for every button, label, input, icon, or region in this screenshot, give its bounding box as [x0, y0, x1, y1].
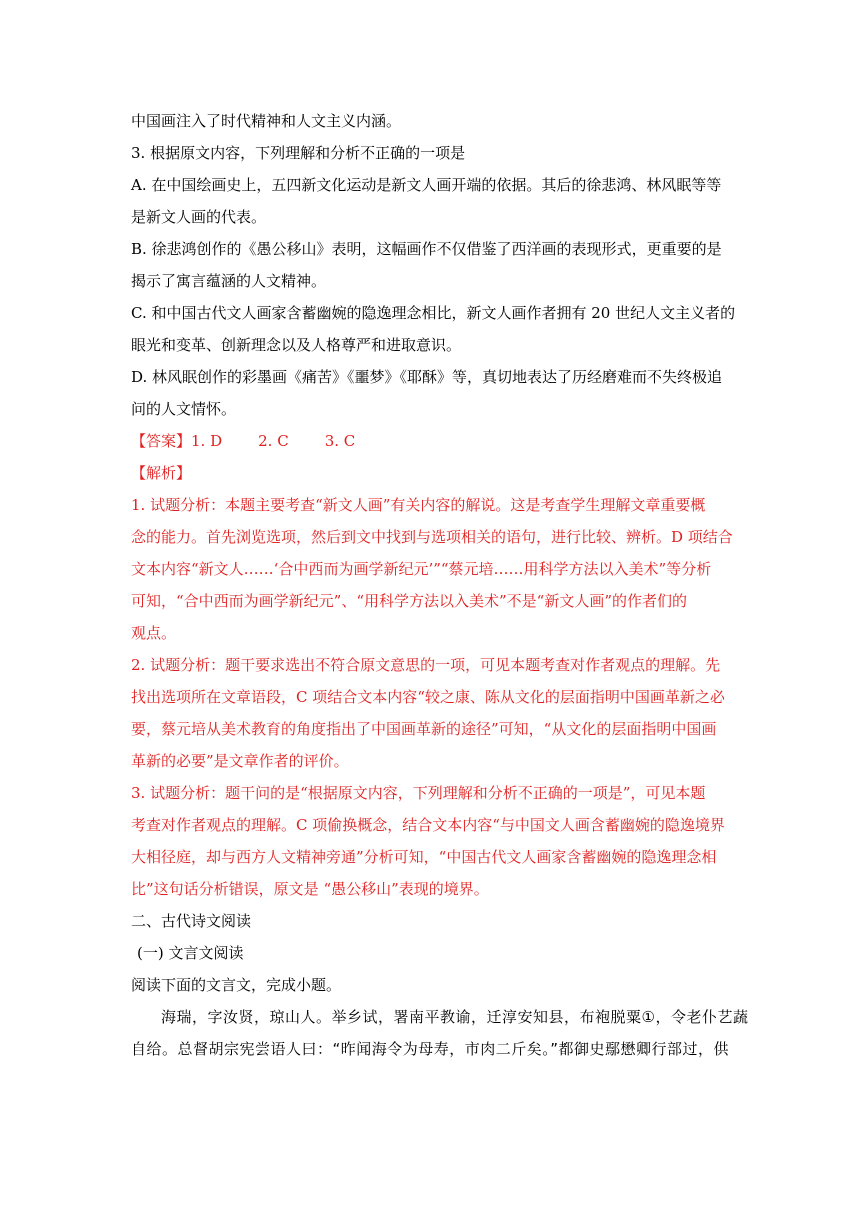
analysis-paragraph-1 — [131, 489, 731, 649]
answer-2: 2. C — [258, 432, 289, 450]
question-3-stem: 3. 根据原文内容，下列理解和分析不正确的一项是 — [131, 144, 466, 162]
text-line: 中国画注入了时代精神和人文主义内涵。 — [131, 112, 402, 130]
option-c-line-2: 眼光和变革、创新理念以及人格尊严和进取意识。 — [131, 336, 462, 354]
analysis-line: 考查对作者观点的理解。C 项偷换概念，结合文本内容“与中国文人画含蓄幽婉的隐逸境界 — [131, 816, 725, 834]
option-b-line-1: B. 徐悲鸿创作的《愚公移山》表明，这幅画作不仅借鉴了西洋画的表现形式，更重要的是 — [131, 240, 722, 258]
reading-instruction: 阅读下面的文言文，完成小题。 — [131, 976, 342, 994]
classical-passage-line: 自给。总督胡宗宪尝语人曰：“昨闻海令为母寿，市肉二斤矣。”都御史鄢懋卿行部过，供 — [131, 1040, 730, 1058]
option-d-line-1: D. 林风眠创作的彩墨画《痛苦》《噩梦》《耶酥》等，真切地表达了历经磨难而不失终极追 — [131, 368, 723, 386]
answer-1: 1. D — [191, 432, 223, 450]
option-a-line-1: A. 在中国绘画史上，五四新文化运动是新文人画开端的依据。其后的徐悲鸿、林风眠等等 — [131, 176, 722, 194]
answer-line — [131, 425, 731, 457]
option-b-line-2: 揭示了寓言蕴涵的人文精神。 — [131, 272, 327, 290]
classical-passage-line: 海瑞，字汝贤，琼山人。举乡试，署南平教谕，迁淳安知县，布袍脱粟①，令老仆艺蔬 — [161, 1008, 749, 1026]
document-page — [131, 105, 749, 1065]
analysis-line: 观点。 — [131, 624, 177, 642]
analysis-line: 要，蔡元培从美术教育的角度指出了中国画革新的途径”可知，“从文化的层面指明中国画 — [131, 720, 717, 738]
analysis-paragraph-2 — [131, 649, 731, 777]
option-c-line-1: C. 和中国古代文人画家含蓄幽婉的隐逸理念相比，新文人画作者拥有 20 世纪人文主义者的 — [131, 304, 736, 322]
subsection-title: (一) 文言文阅读 — [137, 944, 244, 962]
analysis-line: 比”这句话分析错误，原文是 “愚公移山”表现的境界。 — [131, 880, 489, 898]
analysis-line: 革新的必要”是文章作者的评价。 — [131, 752, 349, 770]
analysis-line: 找出选项所在文章语段，C 项结合文本内容“较之康、陈从文化的层面指明中国画革新之必 — [131, 688, 725, 706]
analysis-line: 念的能力。首先浏览选项，然后到文中找到与选项相关的语句，进行比较、辨析。D 项结合 — [131, 528, 733, 546]
option-d-line-2: 问的人文情怀。 — [131, 400, 237, 418]
section-title: 二、古代诗文阅读 — [131, 912, 252, 930]
option-a-line-2: 是新文人画的代表。 — [131, 208, 267, 226]
analysis-line: 2. 试题分析：题干要求选出不符合原文意思的一项，可见本题考查对作者观点的理解。先 — [131, 656, 721, 674]
analysis-line: 3. 试题分析：题干问的是“根据原文内容，下列理解和分析不正确的一项是”，可见本题 — [131, 784, 706, 802]
analysis-line: 文本内容“新文人……‘合中西而为画学新纪元’”“蔡元培……用科学方法以入美术”等分析 — [131, 560, 712, 578]
answer-label: 【答案】 — [131, 432, 192, 450]
analysis-label: 【解析】 — [131, 464, 192, 482]
analysis-line: 大相径庭，却与西方人文精神旁通”分析可知，“中国古代文人画家含蓄幽婉的隐逸理念相 — [131, 848, 717, 866]
analysis-paragraph-3 — [131, 777, 731, 905]
answer-3: 3. C — [324, 432, 356, 450]
analysis-line: 1. 试题分析：本题主要考查“新文人画”有关内容的解说。这是考查学生理解文章重要概 — [131, 496, 706, 514]
analysis-line: 可知，“合中西而为画学新纪元”、“用科学方法以入美术”不是“新文人画”的作者们的 — [131, 592, 688, 610]
